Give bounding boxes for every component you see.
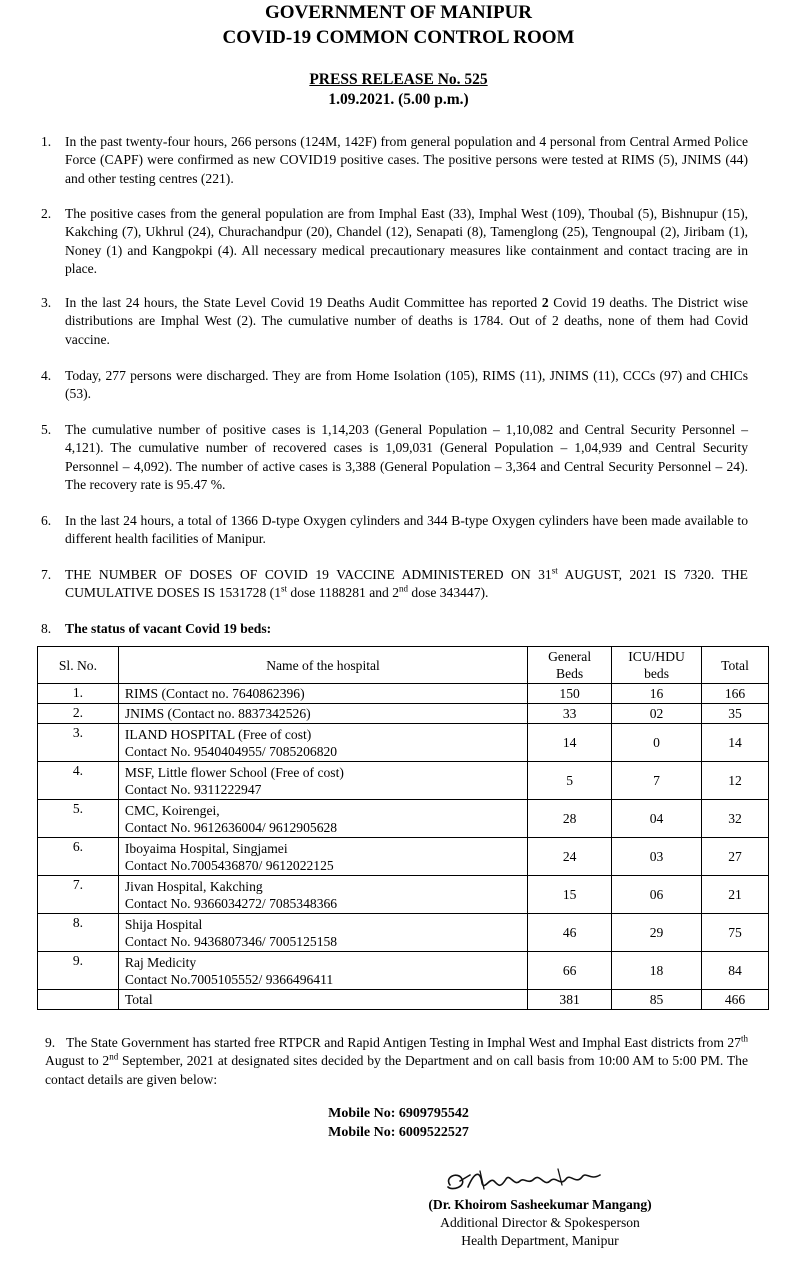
table-row <box>38 876 769 914</box>
header-text: General <box>548 649 592 664</box>
row-hospital-name <box>118 684 527 704</box>
row-sl-no: 2. <box>38 704 119 724</box>
row-general-beds: 14 <box>528 724 612 762</box>
row-sl-no: 8. <box>38 914 119 952</box>
paragraph-text <box>45 1034 748 1089</box>
row-total-beds: 75 <box>702 914 769 952</box>
row-total-beds: 32 <box>702 800 769 838</box>
signatory-name: (Dr. Khoirom Sasheekumar Mangang) <box>428 1197 652 1212</box>
table-body <box>38 684 769 990</box>
table-row <box>38 684 769 704</box>
text-segment: dose 343447). <box>408 585 489 601</box>
paragraph-1 <box>36 133 748 188</box>
paragraph-text: Today, 277 persons were discharged. They are from Home Isolation (105), RIMS (11), JNIMS (11), CCCs (97) and CHICs (53). <box>65 368 748 402</box>
paragraph-text: The positive cases from the general population are from Imphal East (33), Imphal West (109), Thoubal (5), Bishnupur (15), Kakching (7), Ukhrul (24), Churachandpur (20), Chandel (12), Senapati (8), Tamenglong (25), Tengnoupal (2), Jiribam (1), Noney (1) and Kangpokpi (4). All necessary medical precautionary measures like containment and contact tracing are in place. <box>65 206 748 277</box>
row-general-beds: 24 <box>528 838 612 876</box>
total-icu: 85 <box>612 990 702 1010</box>
press-release-date: 1.09.2021. (5.00 p.m.) <box>328 91 469 108</box>
row-hospital-name <box>118 800 527 838</box>
table-row <box>38 952 769 990</box>
row-hospital-name <box>118 724 527 762</box>
hospital-name-line: MSF, Little flower School (Free of cost) <box>124 764 344 780</box>
paragraph-number: 8. <box>41 621 52 636</box>
table-header-row <box>38 647 769 684</box>
text-segment: Covid 19 deaths. The District wise distributions are Imphal West (2). The cumulative number of deaths is 1784. Out of 2 deaths, none of them had Covid vaccine. <box>65 295 748 347</box>
row-sl-no: 7. <box>38 876 119 914</box>
paragraph-text <box>65 294 748 349</box>
text-segment: September, 2021 at designated sites decided by the Department and on call basis from 10:00 AM to 5:00 PM. The contact details are given below: <box>45 1053 748 1087</box>
hospital-name-line: ILAND HOSPITAL (Free of cost) <box>124 726 312 742</box>
paragraph-text: In the past twenty-four hours, 266 persons (124M, 142F) from general population and 4 personal from Central Armed Police Force (CAPF) were confirmed as new COVID19 positive cases. The positive persons were tested at RIMS (5), JNIMS (44) and other testing centres (221). <box>65 134 748 186</box>
table-row <box>38 762 769 800</box>
header-text: beds <box>644 666 669 681</box>
row-icu-beds: 29 <box>612 914 702 952</box>
paragraph-number: 4. <box>41 368 52 383</box>
hospital-name-line: JNIMS (Contact no. 8837342526) <box>124 706 311 721</box>
signatory-department: Health Department, Manipur <box>461 1233 619 1248</box>
row-total-beds: 27 <box>702 838 769 876</box>
paragraph-2 <box>36 205 748 279</box>
table-row <box>38 724 769 762</box>
superscript: nd <box>109 1051 119 1062</box>
row-total-beds: 166 <box>702 684 769 704</box>
row-hospital-name <box>118 762 527 800</box>
hospital-name-line: CMC, Koirengei, <box>124 802 220 818</box>
mobile-number-1: Mobile No: 6909795542 <box>328 1106 469 1121</box>
table-row <box>38 704 769 724</box>
row-icu-beds: 04 <box>612 800 702 838</box>
row-icu-beds: 16 <box>612 684 702 704</box>
row-general-beds: 33 <box>528 704 612 724</box>
header-general-beds <box>528 647 612 684</box>
row-icu-beds: 02 <box>612 704 702 724</box>
row-total-beds: 12 <box>702 762 769 800</box>
total-general: 381 <box>528 990 612 1010</box>
text-segment: THE NUMBER OF DOSES OF COVID 19 VACCINE ADMINISTERED ON 31 <box>65 567 552 582</box>
row-icu-beds: 0 <box>612 724 702 762</box>
paragraph-text <box>65 566 748 603</box>
header-icu-beds <box>612 647 702 684</box>
hospital-contact-line: Contact No. 9540404955/ 7085206820 <box>124 743 338 759</box>
row-general-beds: 46 <box>528 914 612 952</box>
hospital-contact-line: Contact No. 9311222947 <box>124 781 262 797</box>
row-sl-no: 1. <box>38 684 119 704</box>
row-icu-beds: 7 <box>612 762 702 800</box>
beds-table-heading: The status of vacant Covid 19 beds: <box>65 621 272 636</box>
row-general-beds: 5 <box>528 762 612 800</box>
row-general-beds: 150 <box>528 684 612 704</box>
header-hospital-name: Name of the hospital <box>118 647 527 684</box>
signature-image <box>440 1163 610 1197</box>
paragraph-number: 9. <box>45 1035 56 1050</box>
hospital-name-line: Iboyaima Hospital, Singjamei <box>124 840 288 856</box>
hospital-contact-line: Contact No. 9436807346/ 7005125158 <box>124 933 338 949</box>
header-control-room: COVID-19 COMMON CONTROL ROOM <box>222 27 575 48</box>
table-row <box>38 914 769 952</box>
table-total-row <box>38 990 769 1010</box>
paragraph-number: 1. <box>41 134 52 149</box>
press-release-number: PRESS RELEASE No. 525 <box>309 71 488 88</box>
paragraph-6 <box>36 512 748 549</box>
header-total: Total <box>702 647 769 684</box>
header-sl-no: Sl. No. <box>38 647 119 684</box>
paragraph-8 <box>36 620 748 638</box>
hospital-contact-line: Contact No. 9366034272/ 7085348366 <box>124 895 338 911</box>
row-total-beds: 84 <box>702 952 769 990</box>
row-sl-no: 4. <box>38 762 119 800</box>
table-row <box>38 800 769 838</box>
paragraph-number: 2. <box>41 206 52 221</box>
hospital-name-line: Shija Hospital <box>124 916 203 932</box>
superscript: st <box>551 565 558 576</box>
mobile-number-2: Mobile No: 6009522527 <box>328 1125 469 1140</box>
paragraph-number: 6. <box>41 513 52 528</box>
text-segment: The State Government has started free RTPCR and Rapid Antigen Testing in Imphal West and Imphal East districts from 27 <box>66 1035 741 1050</box>
paragraph-9 <box>45 1034 748 1089</box>
row-sl-no: 5. <box>38 800 119 838</box>
hospital-contact-line: Contact No. 9612636004/ 9612905628 <box>124 819 338 835</box>
hospital-contact-line: Contact No.7005436870/ 9612022125 <box>124 857 334 873</box>
superscript: th <box>740 1033 748 1044</box>
signatory-title: Additional Director & Spokesperson <box>440 1215 640 1230</box>
paragraph-number: 7. <box>41 567 52 582</box>
paragraph-5 <box>36 421 748 495</box>
row-general-beds: 66 <box>528 952 612 990</box>
paragraph-number: 3. <box>41 295 52 310</box>
row-hospital-name <box>118 914 527 952</box>
superscript: nd <box>399 583 409 594</box>
total-sl <box>38 990 119 1010</box>
row-hospital-name <box>118 704 527 724</box>
paragraph-text: In the last 24 hours, a total of 1366 D-type Oxygen cylinders and 344 B-type Oxygen cylinders have been made available to different health facilities of Manipur. <box>65 513 748 547</box>
hospital-name-line: RIMS (Contact no. 7640862396) <box>124 686 305 701</box>
paragraph-7 <box>36 566 748 603</box>
text-segment: August to 2 <box>45 1053 110 1069</box>
death-count: 2 <box>541 295 549 310</box>
hospital-name-line: Jivan Hospital, Kakching <box>124 878 263 894</box>
paragraph-4 <box>36 367 748 404</box>
total-label: Total <box>118 990 527 1010</box>
table-row <box>38 838 769 876</box>
text-segment: In the last 24 hours, the State Level Covid 19 Deaths Audit Committee has reported <box>65 295 542 310</box>
hospital-contact-line: Contact No.7005105552/ 9366496411 <box>124 971 334 987</box>
row-hospital-name <box>118 838 527 876</box>
row-total-beds: 21 <box>702 876 769 914</box>
paragraph-3 <box>36 294 748 349</box>
row-icu-beds: 06 <box>612 876 702 914</box>
text-segment: dose 1188281 and 2 <box>287 585 400 601</box>
paragraph-number: 5. <box>41 422 52 437</box>
row-sl-no: 6. <box>38 838 119 876</box>
row-total-beds: 35 <box>702 704 769 724</box>
row-general-beds: 15 <box>528 876 612 914</box>
paragraph-text: The cumulative number of positive cases is 1,14,203 (General Population – 1,10,082 and Central Security Personnel – 4,121). The cumulative number of recovered cases is 1,09,031 (General Population – 1,04,939 and Central Security Personnel – 4,092). The number of active cases is 3,388 (General Population – 3,364 and Central Security Personnel – 24). The recovery rate is 95.47 %. <box>65 422 748 493</box>
header-government: GOVERNMENT OF MANIPUR <box>264 2 533 23</box>
row-hospital-name <box>118 876 527 914</box>
vacant-beds-table <box>37 646 769 1010</box>
row-sl-no: 9. <box>38 952 119 990</box>
text-segment: AUGUST, 2021 IS 7320. THE CUMULATIVE DOSES IS 1531728 (1 <box>65 567 748 601</box>
total-total: 466 <box>702 990 769 1010</box>
row-general-beds: 28 <box>528 800 612 838</box>
superscript: st <box>281 583 288 594</box>
hospital-name-line: Raj Medicity <box>124 954 197 970</box>
row-total-beds: 14 <box>702 724 769 762</box>
row-hospital-name <box>118 952 527 990</box>
row-sl-no: 3. <box>38 724 119 762</box>
header-text: Beds <box>556 666 584 681</box>
row-icu-beds: 18 <box>612 952 702 990</box>
row-icu-beds: 03 <box>612 838 702 876</box>
header-text: ICU/HDU <box>628 649 685 664</box>
